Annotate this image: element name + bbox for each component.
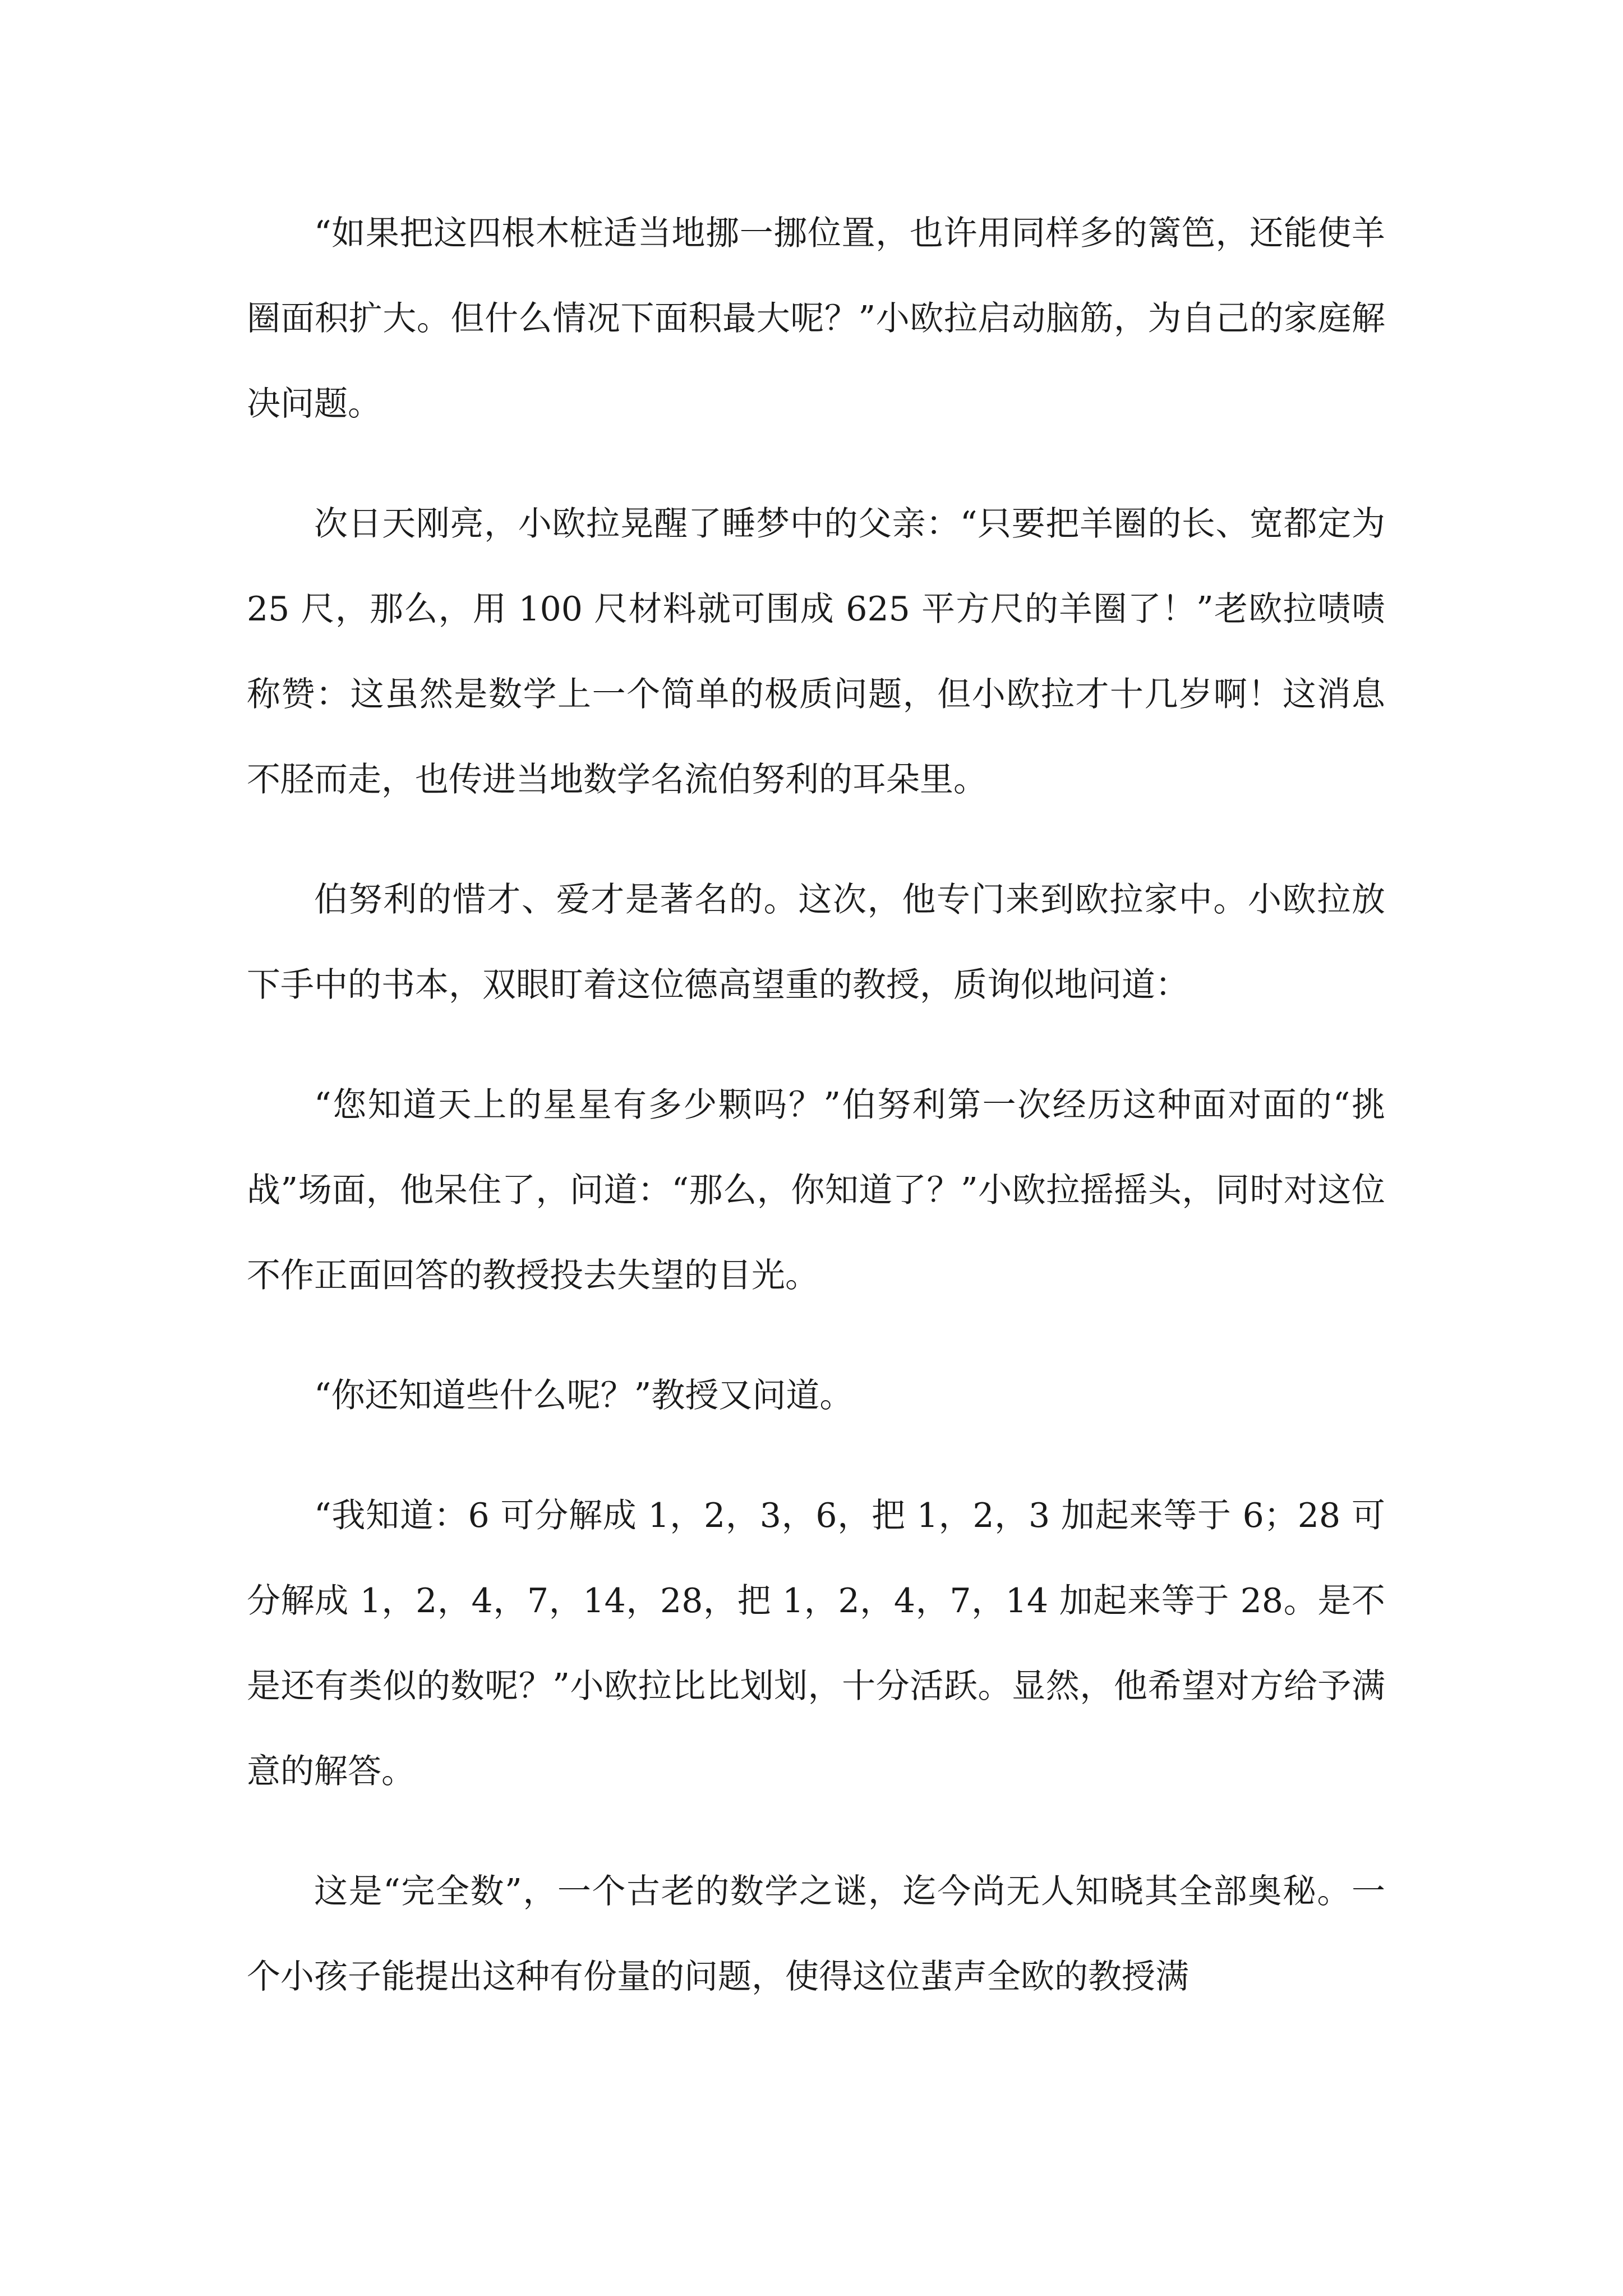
- paragraph-2: 次日天刚亮，小欧拉晃醒了睡梦中的父亲：“只要把羊圈的长、宽都定为 25 尺，那么，用 100 尺材料就可围成 625 平方尺的羊圈了！”老欧拉啧啧称赞：这虽然是数学上一个简单的极质问题，但小欧拉才十几岁啊！这消息不胫而走，也传进当地数学名流伯努利的耳朵里。: [247, 504, 1385, 799]
- paragraph-5: “你还知道些什么呢？”教授又问道。: [314, 1376, 854, 1415]
- paragraph-3: 伯努利的惜才、爱才是著名的。这次，他专门来到欧拉家中。小欧拉放下手中的书本，双眼盯着这位德高望重的教授，质询似地问道：: [247, 880, 1385, 1005]
- paragraph-4: “您知道天上的星星有多少颗吗？”伯努利第一次经历这种面对面的“挑战”场面，他呆住了，问道：“那么，你知道了？”小欧拉摇摇头，同时对这位不作正面回答的教授投去失望的目光。: [247, 1085, 1385, 1295]
- document-body: [247, 191, 1385, 2054]
- paragraph-1: “如果把这四根木桩适当地挪一挪位置，也许用同样多的篱笆，还能使羊圈面积扩大。但什么情况下面积最大呢？”小欧拉启动脑筋，为自己的家庭解决问题。: [247, 214, 1385, 424]
- paragraph-7: 这是“完全数”，一个古老的数学之谜，迄今尚无人知晓其全部奥秘。一个小孩子能提出这种有份量的问题，使得这位蜚声全欧的教授满: [247, 1872, 1385, 1996]
- paragraph-6: “我知道：6 可分解成 1，2，3，6，把 1，2，3 加起来等于 6；28 可分解成 1，2，4，7，14，28，把 1，2，4，7，14 加起来等于 28。是不是还有类似的数呢？”小欧拉比比划划，十分活跃。显然，他希望对方给予满意的解答。: [247, 1496, 1385, 1791]
